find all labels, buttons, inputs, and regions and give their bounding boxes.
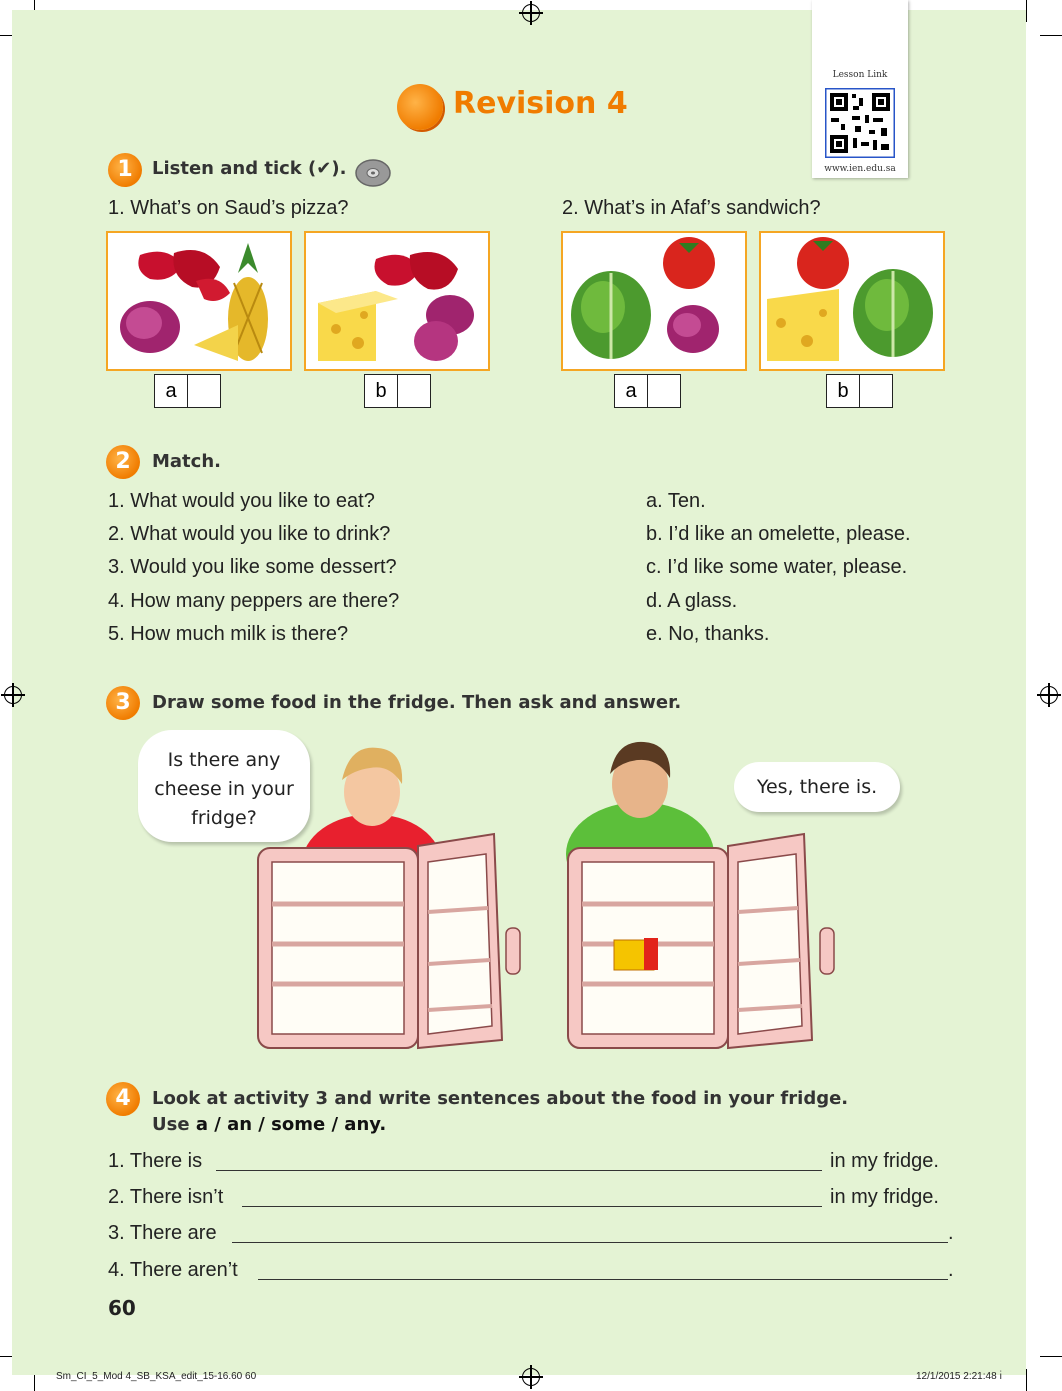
pizza-option-b-photo <box>304 231 490 371</box>
match-question: 5. How much milk is there? <box>108 623 349 645</box>
write-line[interactable] <box>232 1242 948 1243</box>
qr-card[interactable] <box>812 0 908 178</box>
activity-heading-use <box>152 1114 386 1135</box>
qr-bottom-label: www.ien.edu.sa <box>824 164 896 174</box>
option-letter: a <box>165 380 177 402</box>
sentence-start: 4. There aren’t <box>108 1259 238 1281</box>
sentence-end: . <box>948 1259 954 1281</box>
option-letter: a <box>625 380 637 402</box>
question-1: 1. What’s on Saud’s pizza? <box>108 197 349 219</box>
crop-mark <box>1040 1356 1062 1357</box>
match-question: 2. What would you like to drink? <box>108 523 391 545</box>
match-question: 3. Would you like some dessert? <box>108 556 397 578</box>
cd-audio-icon[interactable] <box>354 156 392 188</box>
write-line[interactable] <box>216 1170 822 1171</box>
tick-box[interactable] <box>154 374 221 408</box>
sentence-start: 3. There are <box>108 1222 217 1244</box>
sentence-end: in my fridge. <box>830 1150 939 1172</box>
sentence-start: 1. There is <box>108 1150 203 1172</box>
crop-mark <box>1026 1369 1027 1391</box>
speech-bubble-question <box>138 730 310 842</box>
page-title: Revision 4 <box>453 86 628 121</box>
use-label: Use <box>152 1114 190 1135</box>
write-line[interactable] <box>242 1206 822 1207</box>
footer-slug-left: Sm_CI_5_Mod 4_SB_KSA_edit_15-16.60 60 <box>56 1371 257 1382</box>
bubble-line: fridge? <box>191 807 257 829</box>
sentence-end: in my fridge. <box>830 1186 939 1208</box>
activity-heading: Draw some food in the fridge. Then ask and answer. <box>152 692 682 713</box>
crop-mark <box>1026 0 1027 22</box>
tick-box[interactable] <box>364 374 431 408</box>
match-answer: c. I’d like some water, please. <box>646 556 908 578</box>
registration-mark-icon <box>522 4 540 22</box>
tick-box[interactable] <box>614 374 681 408</box>
option-letter: b <box>837 380 849 402</box>
match-question: 1. What would you like to eat? <box>108 490 375 512</box>
match-answer: e. No, thanks. <box>646 623 770 645</box>
registration-mark-icon <box>1040 686 1058 704</box>
footer-slug-right: 12/1/2015 2:21:48 ı̇ <box>916 1371 1003 1382</box>
match-answer: a. Ten. <box>646 490 706 512</box>
registration-mark-icon <box>522 1368 540 1386</box>
bubble-line: cheese in your <box>154 778 294 800</box>
sandwich-option-b-photo <box>759 231 945 371</box>
sentence-end: . <box>948 1222 954 1244</box>
activity-number: 2 <box>106 445 140 479</box>
activity-heading: Listen and tick (✔). <box>152 158 347 179</box>
question-2: 2. What’s in Afaf’s sandwich? <box>562 197 821 219</box>
activity-heading: Look at activity 3 and write sentences about the food in your fridge. <box>152 1088 849 1109</box>
use-words: a / an / some / any. <box>195 1114 387 1135</box>
registration-mark-icon <box>4 686 22 704</box>
match-answer: d. A glass. <box>646 590 738 612</box>
qr-top-label: Lesson Link <box>832 70 888 80</box>
match-answer: b. I’d like an omelette, please. <box>646 523 911 545</box>
page-number: 60 <box>108 1296 136 1320</box>
qr-code-icon <box>825 88 895 158</box>
write-line[interactable] <box>258 1279 948 1280</box>
sentence-start: 2. There isn’t <box>108 1186 224 1208</box>
activity-number: 4 <box>106 1082 140 1116</box>
activity-heading: Match. <box>152 451 221 472</box>
title-ball-icon <box>397 84 443 130</box>
pizza-option-a-photo <box>106 231 292 371</box>
sandwich-option-a-photo <box>561 231 747 371</box>
match-question: 4. How many peppers are there? <box>108 590 400 612</box>
activity-number: 3 <box>106 686 140 720</box>
activity-number: 1 <box>108 153 142 187</box>
tick-box[interactable] <box>826 374 893 408</box>
speech-bubble-answer: Yes, there is. <box>734 762 900 812</box>
crop-mark <box>1040 35 1062 36</box>
option-letter: b <box>375 380 387 402</box>
bubble-line: Is there any <box>167 749 281 771</box>
